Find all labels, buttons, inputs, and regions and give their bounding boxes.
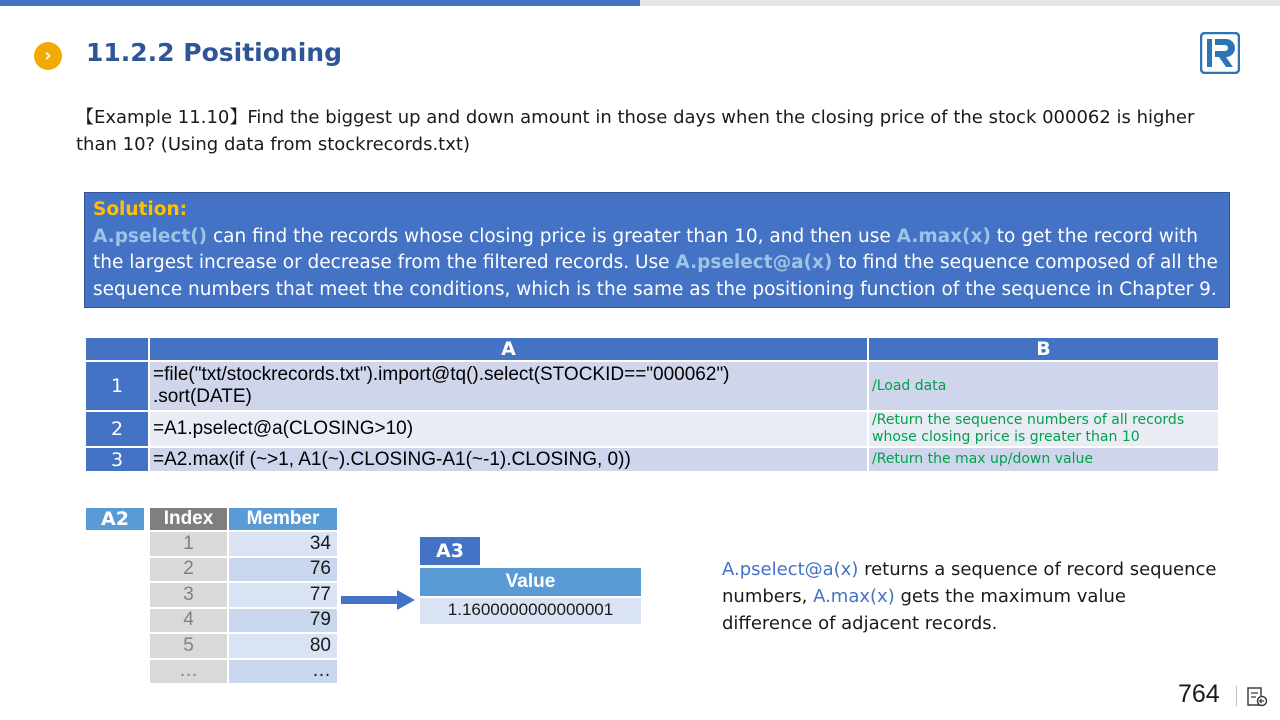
- table-row: [150, 634, 337, 658]
- index-cell: …: [150, 660, 227, 684]
- code-cell-a2[interactable]: [150, 412, 867, 446]
- corner-cell: [86, 338, 148, 360]
- member-cell: 80: [229, 634, 337, 658]
- index-cell: 5: [150, 634, 227, 658]
- row-number: 2: [86, 412, 148, 446]
- code-cell-a3[interactable]: [150, 448, 867, 471]
- row-number: 3: [86, 448, 148, 471]
- code-line: =A2.max(if (~>1, A1(~).CLOSING-A1(~-1).CLOSING, 0)): [153, 448, 631, 470]
- table-row: [150, 609, 337, 633]
- comment-line: /Load data: [872, 377, 947, 394]
- comment-cell-b2[interactable]: [869, 412, 1218, 446]
- function-name: A.pselect@a(x): [722, 559, 859, 580]
- top-progress-bar-filled: [0, 0, 640, 6]
- note-text: gets the maximum value difference of adjacent records.: [722, 586, 1126, 634]
- code-cell-a1[interactable]: [150, 362, 867, 410]
- comment-cell-b3[interactable]: [869, 448, 1218, 471]
- value-header: Value: [420, 568, 641, 596]
- index-header: Index: [150, 508, 227, 530]
- member-cell: 79: [229, 609, 337, 633]
- solution-text: to find the sequence composed of all the sequence numbers that meet the conditions, which is the same as the positioning function of the sequence in Chapter 9.: [93, 252, 1218, 300]
- slide-title: 11.2.2 Positioning: [86, 38, 342, 67]
- index-cell: 3: [150, 583, 227, 607]
- explanation-note: [722, 556, 1222, 637]
- member-cell: 34: [229, 532, 337, 556]
- value-cell: 1.1600000000000001: [420, 598, 641, 624]
- function-name: A.pselect@a(x): [675, 252, 833, 273]
- note-text: returns a sequence of record sequence numbers,: [722, 559, 1217, 607]
- table-row: [150, 558, 337, 582]
- page-return-icon[interactable]: [1246, 686, 1268, 708]
- member-cell: …: [229, 660, 337, 684]
- function-name: A.max(x): [896, 225, 991, 247]
- table-row: [150, 583, 337, 607]
- row-number: 1: [86, 362, 148, 410]
- a3-result-label: A3: [420, 537, 480, 565]
- code-line: =file("txt/stockrecords.txt").import@tq().select(STOCKID=="000062"): [153, 364, 730, 385]
- table-row: [150, 660, 337, 684]
- solution-text: to get the record with the largest increase or decrease from the filtered records. Use: [93, 225, 1198, 273]
- comment-cell-b1[interactable]: [869, 362, 1218, 410]
- a2-result-table: [148, 506, 339, 685]
- index-cell: 2: [150, 558, 227, 582]
- solution-text: can find the records whose closing price is greater than 10, and then use: [207, 225, 897, 247]
- comment-line: /Return the max up/down value: [872, 451, 1093, 467]
- comment-line: /Return the sequence numbers of all records: [872, 412, 1185, 428]
- a2-result-label: A2: [86, 508, 144, 530]
- index-cell: 4: [150, 609, 227, 633]
- footer-divider: [1236, 686, 1237, 706]
- table-row: [150, 532, 337, 556]
- member-header: Member: [229, 508, 337, 530]
- member-cell: 76: [229, 558, 337, 582]
- member-cell: 77: [229, 583, 337, 607]
- function-name: A.pselect(): [93, 225, 208, 247]
- arrow-right-icon: [341, 590, 415, 610]
- solution-label: Solution:: [93, 199, 188, 220]
- raqsoft-logo-icon: [1200, 32, 1240, 74]
- column-header-a: A: [150, 338, 867, 360]
- comment-line: whose closing price is greater than 10: [872, 429, 1140, 445]
- code-line: =A1.pselect@a(CLOSING>10): [153, 418, 414, 439]
- solution-box: [84, 192, 1230, 308]
- index-cell: 1: [150, 532, 227, 556]
- page-number: 764: [1178, 680, 1220, 708]
- function-name: A.max(x): [813, 586, 895, 607]
- column-header-b: B: [869, 338, 1218, 360]
- top-progress-bar-track: [640, 0, 1280, 6]
- code-table: [84, 336, 1220, 473]
- example-question: 【Example 11.10】Find the biggest up and down amount in those days when the closing price of the stock 000062 is higher than 10? (Using data from stockrecords.txt): [76, 107, 1195, 155]
- code-line: .sort(DATE): [153, 386, 252, 407]
- chevron-right-icon: ›: [34, 42, 62, 70]
